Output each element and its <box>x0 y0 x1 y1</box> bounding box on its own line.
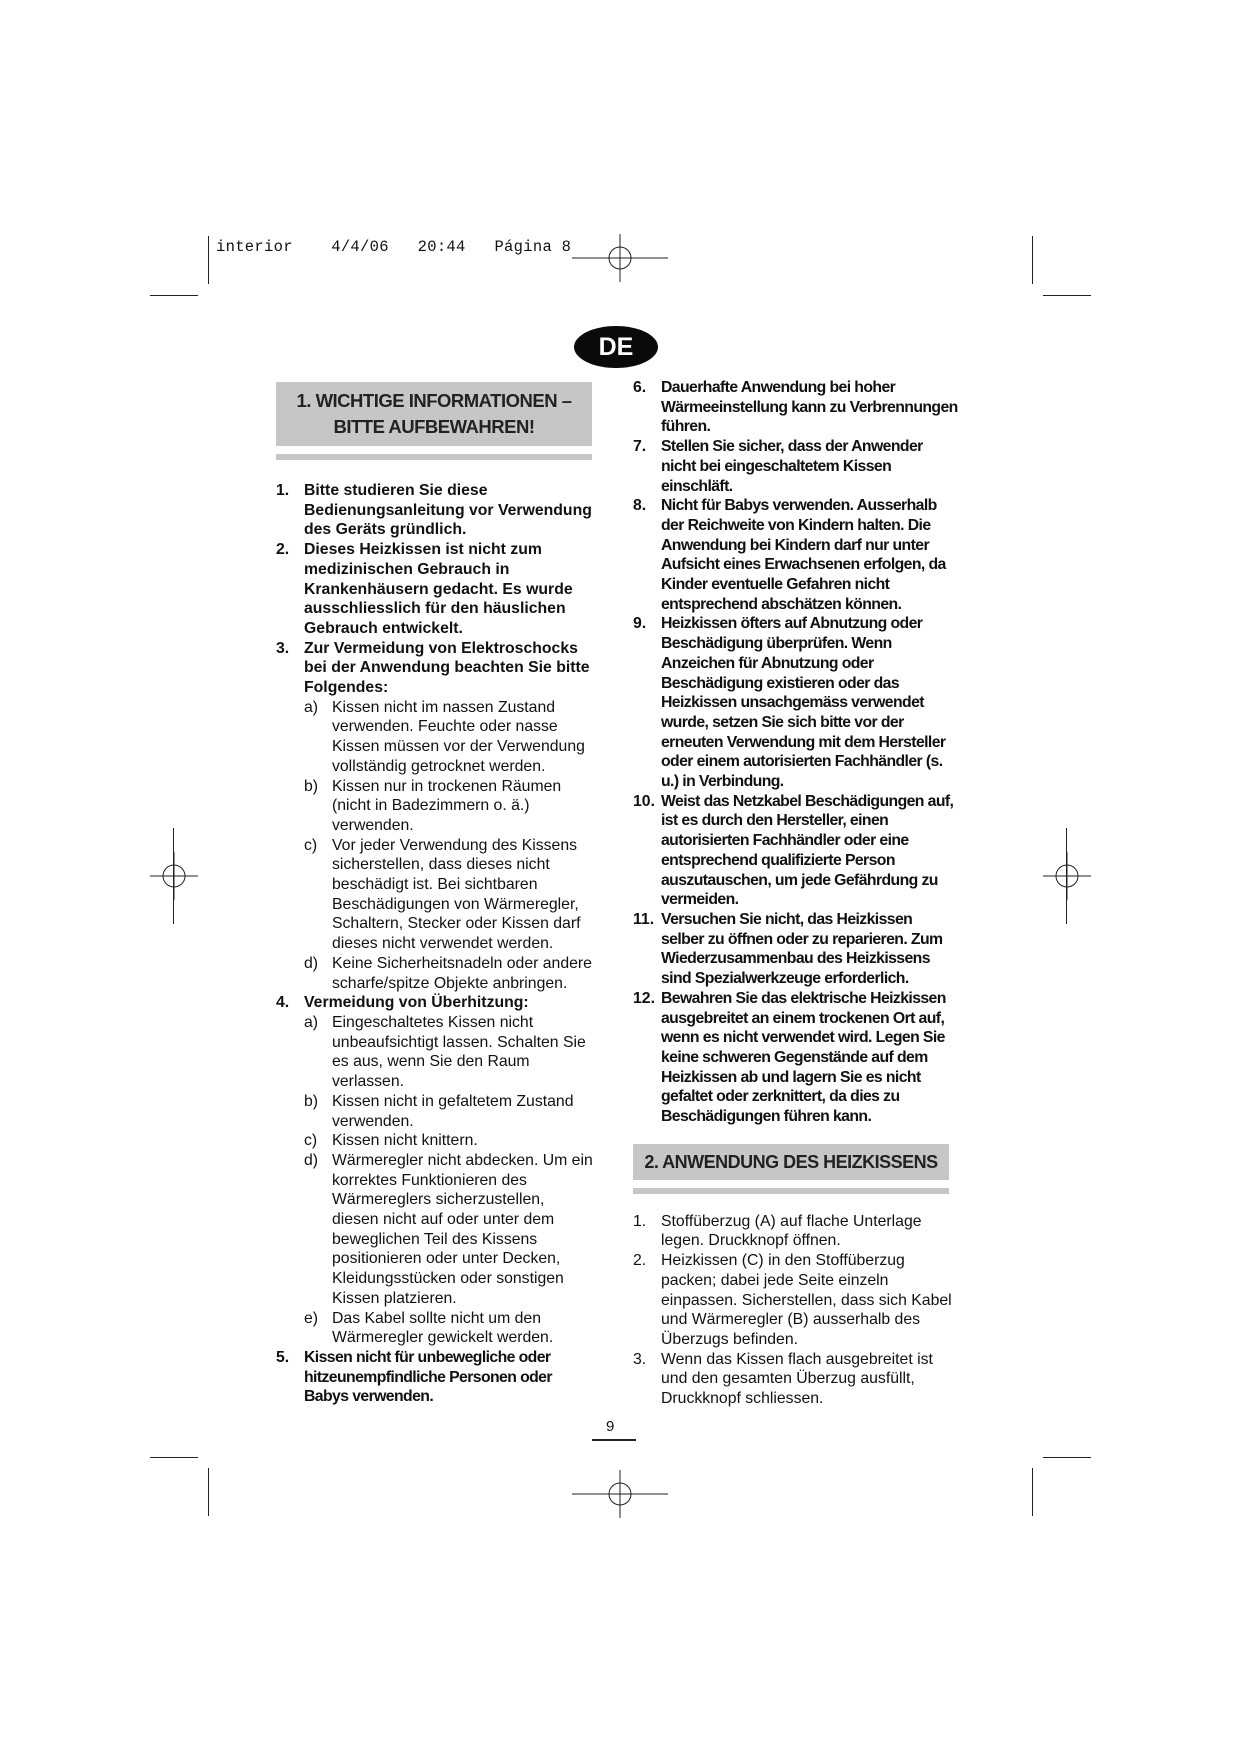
sub-item-text: Eingeschaltetes Kissen nicht unbeaufsichtigt lassen. Schalten Sie es aus, wenn Sie den Raum verlassen. <box>332 1013 586 1091</box>
item-text: Weist das Netzkabel Beschädigungen auf, ist es durch den Hersteller, einen autorisierten Fachhändler oder eine entsprechend qualifizierte Person auszutauschen, um jede Gefährdung zu vermeiden. <box>661 792 954 909</box>
sub-item-text: Kissen nicht in gefaltetem Zustand verwenden. <box>332 1092 574 1130</box>
section1-title: 1. WICHTIGE INFORMATIONEN – BITTE AUFBEWAHREN! <box>276 382 592 446</box>
item-number: 6. <box>633 379 647 396</box>
registration-mark-right-icon <box>1043 852 1091 900</box>
item-number: 12. <box>633 989 655 1007</box>
item-text: Stoffüberzug (A) auf flache Unterlage legen. Druckknopf öffnen. <box>661 1212 922 1250</box>
crop-mark-bottom-left-horizontal <box>150 1457 198 1458</box>
item-text: Bewahren Sie das elektrische Heizkissen ausgebreitet an einem trockenen Ort auf, wenn es nicht verwendet wird. Legen Sie keine schweren Gegenstände auf dem Heizkissen ab und lagern Sie es nicht gefaltet oder zerknittert, da dies zu Beschädigungen führen kann. <box>661 989 946 1126</box>
list-item <box>633 1350 958 1409</box>
usage-list <box>633 1212 958 1409</box>
crop-mark-top-right-horizontal <box>1043 295 1091 296</box>
list-item <box>633 1251 958 1350</box>
sub-item-text: Vor jeder Verwendung des Kissens sicherstellen, dass dieses nicht beschädigt ist. Bei sichtbaren Beschädigungen von Wärmeregler, Schaltern, Stecker oder Kissen darf dieses nicht verwendet werden. <box>332 836 581 953</box>
sub-item <box>304 1131 594 1151</box>
item-number: 2. <box>276 541 290 559</box>
sub-item-label: c) <box>304 1132 318 1150</box>
sub-item-label: b) <box>304 1092 319 1110</box>
sub-item-text: Kissen nicht im nassen Zustand verwenden. Feuchte oder nasse Kissen müssen vor der Verwendung vollständig getrocknet werden. <box>332 698 585 775</box>
sub-item-label: b) <box>304 777 319 795</box>
page-number: 9 <box>606 1418 615 1435</box>
item-text: Bitte studieren Sie diese Bedienungsanleitung vor Verwendung des Geräts gründlich. <box>304 482 592 539</box>
sub-item <box>304 954 594 993</box>
section2-divider <box>633 1188 949 1194</box>
print-slug: interior 4/4/06 20:44 Página 8 <box>216 238 572 256</box>
item-number: 3. <box>633 1350 647 1368</box>
list-item <box>633 910 958 989</box>
crop-mark-top-left-vertical <box>208 236 209 284</box>
sub-item-label: c) <box>304 836 318 854</box>
item-text: Kissen nicht für unbewegliche oder hitzeunempfindliche Personen oder Babys verwenden. <box>304 1348 552 1406</box>
item-number: 11. <box>633 910 655 928</box>
registration-mark-top-icon <box>572 234 668 282</box>
sub-item <box>304 1151 594 1309</box>
item-text: Stellen Sie sicher, dass der Anwender nicht bei eingeschaltetem Kissen einschläft. <box>661 438 923 495</box>
item-text: Wenn das Kissen flach ausgebreitet ist und den gesamten Überzug ausfüllt, Druckknopf schliessen. <box>661 1350 933 1408</box>
section1-divider <box>276 454 592 460</box>
sub-item-label: d) <box>304 1151 319 1169</box>
item-number: 10. <box>633 792 655 810</box>
list-item <box>276 993 594 1013</box>
list-item <box>633 1212 958 1251</box>
item-number: 1. <box>276 482 290 499</box>
item-text: Nicht für Babys verwenden. Ausserhalb der Reichweite von Kindern halten. Die Anwendung bei Kindern darf nur unter Aufsicht eines Erwachsenen erfolgen, da Kinder eventuelle Gefahren nicht entsprechend abschätzen können. <box>661 497 946 613</box>
item-text: Zur Vermeidung von Elektroschocks bei der Anwendung beachten Sie bitte Folgendes: <box>304 639 590 697</box>
item-number: 8. <box>633 497 647 515</box>
item-number: 4. <box>276 994 290 1012</box>
crop-mark-bottom-left-vertical <box>208 1468 209 1516</box>
item-text: Versuchen Sie nicht, das Heizkissen selber zu öffnen oder zu reparieren. Zum Wiederzusammenbau des Heizkissens sind Spezialwerkzeuge erforderlich. <box>661 910 943 988</box>
item-number: 9. <box>633 615 647 633</box>
crop-mark-top-left-horizontal <box>150 295 198 296</box>
list-item <box>633 437 958 496</box>
sub-item-label: a) <box>304 698 319 716</box>
sub-item-text: Wärmeregler nicht abdecken. Um ein korrektes Funktionieren des Wärmereglers sicherzustellen, diesen nicht auf oder unter dem beweglichen Teil des Kissens positionieren oder unter Decken, Kleidungsstücken oder sonstigen Kissen platzieren. <box>332 1151 593 1307</box>
safety-list-continued <box>633 378 958 1127</box>
page-number-underline <box>592 1439 636 1441</box>
item-number: 3. <box>276 639 290 657</box>
list-item <box>633 614 958 791</box>
list-item <box>276 540 594 639</box>
sub-item <box>304 777 594 836</box>
list-item <box>633 989 958 1127</box>
sub-item-label: e) <box>304 1309 319 1327</box>
sub-item-label: d) <box>304 954 319 972</box>
list-item <box>276 1348 594 1407</box>
section2-title: 2. ANWENDUNG DES HEIZKISSENS <box>633 1144 949 1180</box>
registration-mark-bottom-icon <box>572 1470 668 1518</box>
item-text: Dauerhafte Anwendung bei hoher Wärmeeinstellung kann zu Verbrennungen führen. <box>661 379 958 436</box>
sub-item-text: Keine Sicherheitsnadeln oder andere scharfe/spitze Objekte anbringen. <box>332 954 592 992</box>
crop-mark-top-right-vertical <box>1032 236 1033 284</box>
sub-item-label: a) <box>304 1013 319 1031</box>
language-badge: DE <box>574 326 658 368</box>
item-text: Dieses Heizkissen ist nicht zum medizinischen Gebrauch in Krankenhäusern gedacht. Es wurde ausschliesslich für den häuslichen Gebrauch entwickelt. <box>304 541 573 637</box>
crop-mark-bottom-right-horizontal <box>1043 1457 1091 1458</box>
item-number: 1. <box>633 1212 647 1230</box>
item-text: Vermeidung von Überhitzung: <box>304 994 529 1012</box>
item-number: 5. <box>276 1348 290 1366</box>
sub-item <box>304 836 594 954</box>
right-column <box>633 378 958 1409</box>
registration-mark-left-icon <box>150 852 198 900</box>
sub-item-text: Das Kabel sollte nicht um den Wärmeregler gewickelt werden. <box>332 1309 554 1347</box>
list-item <box>633 378 958 437</box>
sub-item <box>304 1013 594 1092</box>
list-item <box>633 496 958 614</box>
list-item <box>276 481 594 540</box>
sub-item <box>304 698 594 777</box>
left-column <box>276 382 594 1407</box>
item-number: 7. <box>633 438 647 456</box>
safety-list <box>276 481 594 1407</box>
sub-item <box>304 1092 594 1131</box>
list-item <box>276 639 594 698</box>
item-text: Heizkissen (C) in den Stoffüberzug packen; dabei jede Seite einzeln einpassen. Sicherstellen, dass sich Kabel und Wärmeregler (B) ausserhalb des Überzugs befinden. <box>661 1252 952 1348</box>
list-item <box>633 792 958 910</box>
item-number: 2. <box>633 1252 647 1270</box>
item-text: Heizkissen öfters auf Abnutzung oder Beschädigung überprüfen. Wenn Anzeichen für Abnutzung oder Beschädigung existieren oder das Heizkissen unsachgemäss verwendet wurde, setzen Sie sich bitte vor der erneuten Verwendung mit dem Hersteller oder einem autorisierten Fachhändler (s. u.) in Verbindung. <box>661 615 946 791</box>
sub-item-text: Kissen nicht knittern. <box>332 1132 478 1150</box>
sub-item-text: Kissen nur in trockenen Räumen (nicht in Badezimmern o. ä.) verwenden. <box>332 777 562 834</box>
sub-item <box>304 1309 594 1348</box>
crop-mark-bottom-right-vertical <box>1032 1468 1033 1516</box>
